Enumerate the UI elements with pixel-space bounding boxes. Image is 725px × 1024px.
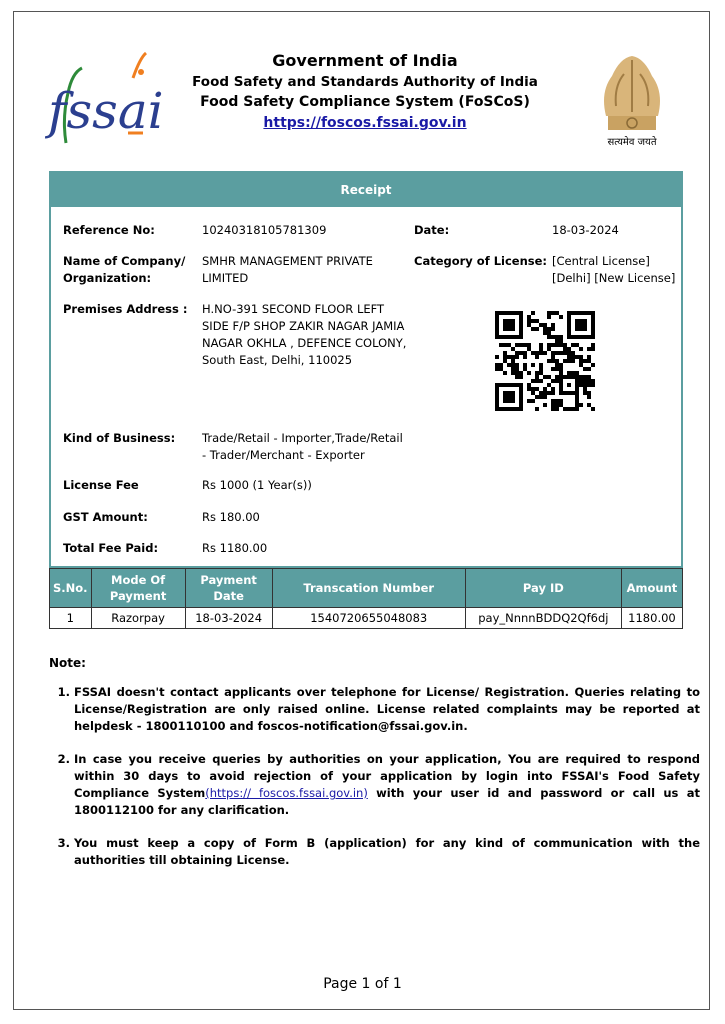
receipt-title: Receipt bbox=[51, 173, 681, 207]
company-label bbox=[63, 253, 185, 287]
note-item bbox=[74, 751, 700, 819]
company-label-line: Name of Company/ bbox=[63, 254, 186, 268]
total-fee-label: Total Fee Paid: bbox=[63, 541, 159, 555]
note-item: 3. You must keep a copy of Form B (application) for any kind of communication with the authorities till obtaining License. bbox=[74, 835, 700, 869]
license-fee-label: License Fee bbox=[63, 478, 139, 492]
page-number: Page 1 of 1 bbox=[323, 976, 402, 992]
business-value bbox=[202, 430, 403, 464]
header-government: Government of India bbox=[272, 51, 458, 70]
national-emblem bbox=[586, 46, 678, 150]
license-fee-value: Rs 1000 (1 Year(s)) bbox=[202, 478, 312, 492]
column-header: Transcation Number bbox=[272, 569, 465, 608]
note-item: 1. FSSAI doesn't contact applicants over telephone for License/ Registration. Queries relating to License/Registration are only raised online. License related complaints may be reported at helpdesk - 1800110100 and foscos-notification@fssai.gov.in. bbox=[74, 684, 700, 735]
reference-label: Reference No: bbox=[63, 223, 155, 237]
header-authority: Food Safety and Standards Authority of India bbox=[192, 74, 538, 90]
qr-code bbox=[495, 311, 595, 411]
header-system: Food Safety Compliance System (FoSCoS) bbox=[200, 94, 530, 110]
payment-table bbox=[49, 568, 683, 629]
fssai-logo bbox=[48, 48, 164, 148]
svg-text:fssai: fssai bbox=[48, 82, 164, 140]
table-cell: 1180.00 bbox=[621, 608, 682, 629]
column-header: Amount bbox=[621, 569, 682, 608]
gst-value: Rs 180.00 bbox=[202, 510, 260, 524]
table-cell: pay_NnnnBDDQ2Qf6dj bbox=[465, 608, 621, 629]
date-label: Date: bbox=[414, 223, 450, 237]
address-label: Premises Address : bbox=[63, 302, 188, 316]
note-heading: Note: bbox=[49, 656, 86, 670]
total-fee-value: Rs 1180.00 bbox=[202, 541, 268, 555]
address-line: NAGAR OKHLA , DEFENCE COLONY, bbox=[202, 336, 407, 350]
column-header: Pay ID bbox=[465, 569, 621, 608]
category-value-line: [Central License] bbox=[552, 254, 650, 268]
address-line: SIDE F/P SHOP ZAKIR NAGAR JAMIA bbox=[202, 319, 405, 333]
business-line: - Trader/Merchant - Exporter bbox=[202, 448, 365, 462]
company-value-line: SMHR MANAGEMENT PRIVATE bbox=[202, 254, 373, 268]
gst-label: GST Amount: bbox=[63, 510, 148, 524]
svg-text:सत्यमेव जयते: सत्यमेव जयते bbox=[607, 137, 657, 148]
table-row bbox=[50, 608, 683, 629]
category-value-line: [Delhi] [New License] bbox=[552, 271, 676, 285]
table-cell: 1 bbox=[50, 608, 92, 629]
business-line: Trade/Retail - Importer,Trade/Retail bbox=[202, 431, 403, 445]
table-header-row bbox=[50, 569, 683, 608]
table-cell: Razorpay bbox=[91, 608, 185, 629]
company-label-line: Organization: bbox=[63, 271, 152, 285]
address-line: South East, Delhi, 110025 bbox=[202, 353, 353, 367]
company-value-line: LIMITED bbox=[202, 271, 249, 285]
note-text: In case you receive queries by authorities on your application, You are required to respond within 30 days to avoid rejection of your application by login into FSSAI's Food Safety Compliance System bbox=[74, 752, 700, 800]
column-header: S.No. bbox=[50, 569, 92, 608]
category-label: Category of License: bbox=[414, 254, 548, 268]
note-text: with your user id and password or call us at 1800112100 for any clarification. bbox=[74, 786, 700, 817]
address-line: H.NO-391 SECOND FLOOR LEFT bbox=[202, 302, 385, 316]
column-header: Payment Date bbox=[185, 569, 272, 608]
header-url-link[interactable]: https://foscos.fssai.gov.in bbox=[263, 115, 467, 131]
table-cell: 1540720655048083 bbox=[272, 608, 465, 629]
table-cell: 18-03-2024 bbox=[185, 608, 272, 629]
business-label: Kind of Business: bbox=[63, 431, 176, 445]
address-value bbox=[202, 301, 406, 369]
category-value bbox=[552, 253, 675, 287]
notes-list bbox=[58, 684, 700, 885]
foscos-link[interactable]: (https:// foscos.fssai.gov.in) bbox=[205, 786, 368, 800]
date-value: 18-03-2024 bbox=[552, 223, 619, 237]
column-header: Mode Of Payment bbox=[91, 569, 185, 608]
company-value bbox=[202, 253, 373, 287]
reference-value: 10240318105781309 bbox=[202, 223, 327, 237]
